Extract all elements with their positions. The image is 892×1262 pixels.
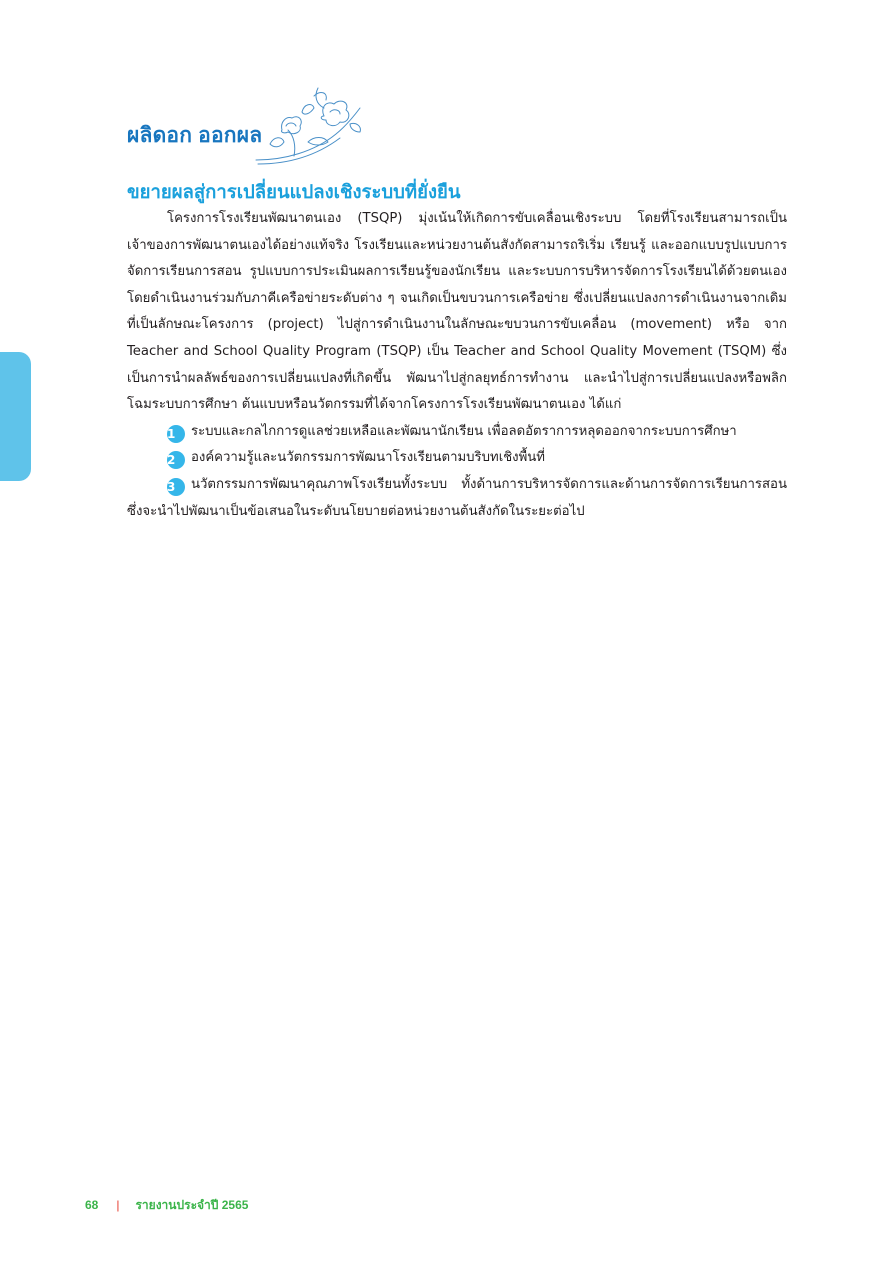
list-item-text: องค์ความรู้และนวัตกรรมการพัฒนาโรงเรียนตามบริบทเชิงพื้นที่: [191, 450, 545, 466]
number-badge-2: 2: [167, 451, 185, 469]
page-number: 68: [85, 1198, 99, 1212]
list-item: [127, 472, 787, 525]
section-title: ผลิดอก ออกผล: [127, 124, 263, 147]
list-item: [127, 445, 787, 472]
number-badge-3: 3: [167, 478, 185, 496]
page-footer: [85, 1196, 248, 1215]
flower-ornament-icon: [254, 86, 366, 166]
side-tab-marker: [0, 352, 31, 481]
number-badge-1: 1: [167, 425, 185, 443]
footer-separator: |: [116, 1198, 120, 1212]
report-title: รายงานประจำปี 2565: [135, 1198, 249, 1212]
list-item-text: ระบบและกลไกการดูแลช่วยเหลือและพัฒนานักเรียน เพื่อลดอัตราการหลุดออกจากระบบการศึกษา: [191, 423, 737, 439]
section-heading: ขยายผลสู่การเปลี่ยนแปลงเชิงระบบที่ยั่งยืน: [127, 181, 461, 202]
intro-paragraph: โครงการโรงเรียนพัฒนาตนเอง (TSQP) มุ่งเน้นให้เกิดการขับเคลื่อนเชิงระบบ โดยที่โรงเรียนสามารถเป็นเจ้าของการพัฒนาตนเองได้อย่างแท้จริง โรงเรียนและหน่วยงานต้นสังกัดสามารถริเริ่ม เรียนรู้ และออกแบบรูปแบบการจัดการเรียนการสอน รูปแบบการประเมินผลการเรียนรู้ของนักเรียน และระบบการบริหารจัดการโรงเรียนได้ด้วยตนเอง โดยดำเนินงานร่วมกับภาคีเครือข่ายระดับต่าง ๆ จนเกิดเป็นขบวนการเครือข่าย ซึ่งเปลี่ยนแปลงการดำเนินงานจากเดิมที่เป็นลักษณะโครงการ (project) ไปสู่การดำเนินงานในลักษณะขบวนการขับเคลื่อน (movement) หรือ จาก Teacher and School Quality Program (TSQP) เป็น Teacher and School Quality Movement (TSQM) ซึ่งเป็นการนำผลลัพธ์ของการเปลี่ยนแปลงที่เกิดขึ้น พัฒนาไปสู่กลยุทธ์การทำงาน และนำไปสู่การเปลี่ยนแปลงหรือพลิกโฉมระบบการศึกษา ต้นแบบหรือนวัตกรรมที่ได้จากโครงการโรงเรียนพัฒนาตนเอง ได้แก่: [127, 211, 787, 413]
list-item: [127, 419, 787, 446]
body-text: [127, 206, 787, 525]
list-item-text: นวัตกรรมการพัฒนาคุณภาพโรงเรียนทั้งระบบ ทั้งด้านการบริหารจัดการและด้านการจัดการเรียนการสอน ซึ่งจะนำไปพัฒนาเป็นข้อเสนอในระดับนโยบายต่อหน่วยงานต้นสังกัดในระยะต่อไป: [127, 476, 787, 519]
